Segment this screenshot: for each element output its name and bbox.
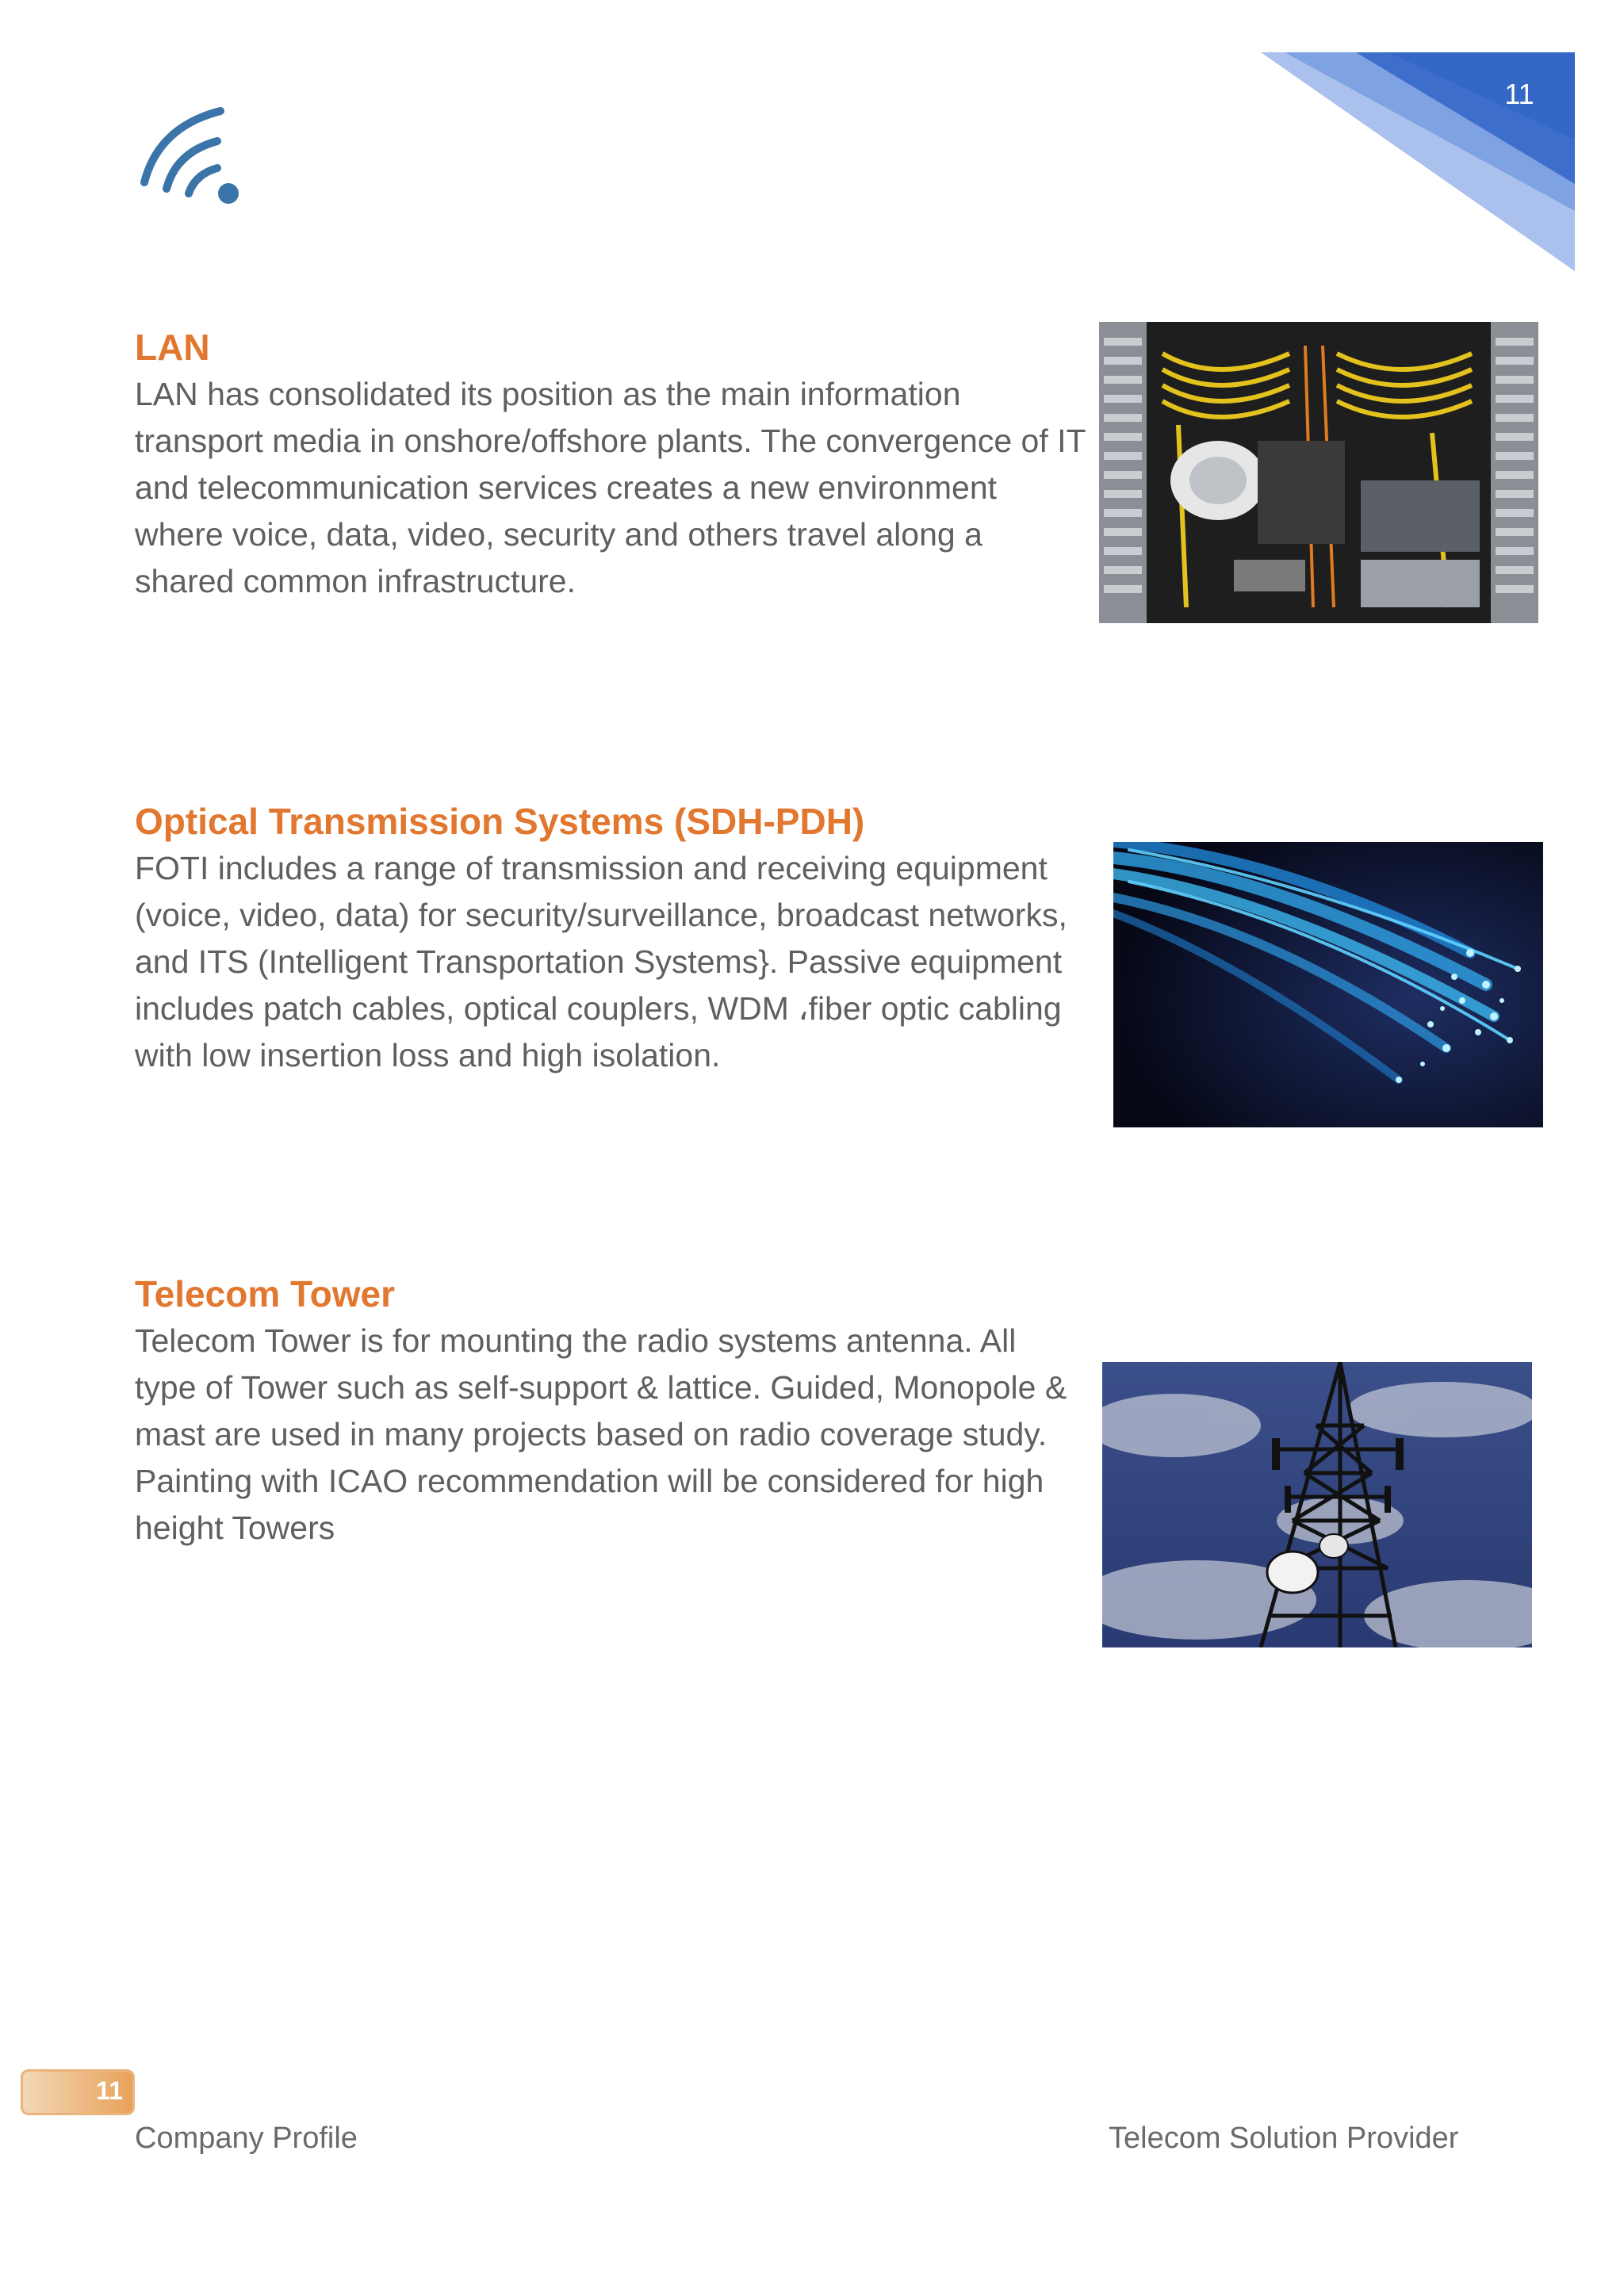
section-title: Telecom Tower <box>135 1273 396 1314</box>
footer-company-profile: Company Profile <box>135 2122 358 2155</box>
section-telecom-tower <box>135 1270 1086 1552</box>
fiber-optic-photo <box>1113 842 1543 1127</box>
wifi-signal-icon <box>135 103 254 214</box>
footer-page-badge <box>21 2069 135 2115</box>
footer-page-number: 11 <box>96 2076 123 2105</box>
section-body: FOTI includes a range of transmission and receiving equipment (voice, video, data) for security/surveillance, broadcast networks, and ITS (Intelligent Transportation Systems}. Passive equipment includes patch cables, optical couplers, WDM ،fiber optic cabling with low insertion loss and high isolation. <box>135 850 1067 1073</box>
section-optical-transmission <box>135 798 1086 1079</box>
telecom-tower-photo <box>1102 1362 1532 1647</box>
footer-tagline: Telecom Solution Provider <box>1109 2122 1459 2155</box>
section-lan <box>135 323 1086 605</box>
page-number: 11 <box>1504 78 1534 110</box>
section-title: LAN <box>135 327 210 368</box>
section-title: Optical Transmission Systems (SDH-PDH) <box>135 801 865 842</box>
server-rack-photo <box>1099 322 1538 623</box>
section-body: Telecom Tower is for mounting the radio systems antenna. All type of Tower such as self-support & lattice. Guided, Monopole & mast are used in many projects based on radio coverage study. Painting with ICAO recommendation will be considered for high height Towers <box>135 1322 1067 1546</box>
section-body: LAN has consolidated its position as the main information transport media in onshore/offshore plants. The convergence of IT and telecommunication services creates a new environment where voice, data, video, security and others travel along a shared common infrastructure. <box>135 376 1086 599</box>
